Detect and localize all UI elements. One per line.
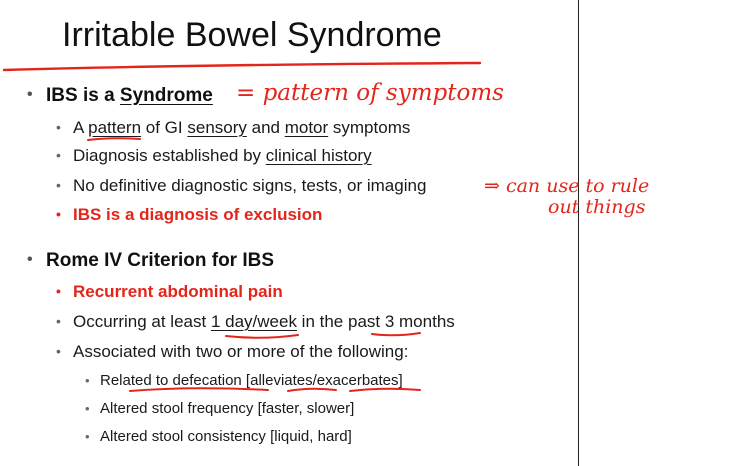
- bullet-text: Related to defecation [alleviates/exacerbates]: [100, 372, 403, 389]
- underlined-1-day-week: 1 day/week: [210, 312, 297, 331]
- slide-title: Irritable Bowel Syndrome: [62, 16, 442, 54]
- bullet-text: No definitive diagnostic signs, tests, or imaging: [73, 176, 427, 195]
- bullet-occurring: [56, 312, 455, 332]
- bullet-pattern: [56, 118, 411, 138]
- text-part: symptoms: [328, 118, 411, 137]
- imaging-note-line2: out things: [548, 196, 646, 218]
- bullet-text: Altered stool consistency [liquid, hard]: [100, 428, 352, 445]
- underlined-sensory: sensory: [187, 118, 247, 137]
- bullet-ibs-syndrome: [27, 85, 213, 107]
- underlined-clinical-history: clinical history: [265, 146, 372, 165]
- bullet-diagnosis-exclusion: [56, 205, 323, 225]
- bullet-dot: •: [56, 343, 61, 359]
- underlined-motor: motor: [284, 118, 329, 137]
- bullet-rome-iv: [27, 250, 275, 272]
- bullet-text-prefix: IBS is a: [46, 85, 120, 106]
- imaging-note-line1: ⇒ can use to rule: [484, 175, 650, 197]
- syndrome-note: = pattern of symptoms: [236, 80, 504, 106]
- bullet-dot: •: [56, 313, 61, 329]
- bullet-dot: •: [56, 206, 61, 222]
- bullet-dot: •: [27, 251, 33, 268]
- bullet-no-definitive: [56, 176, 427, 196]
- text-part: Diagnosis established by: [73, 146, 266, 165]
- text-part: A: [73, 118, 89, 137]
- bullet-dot: •: [85, 373, 90, 388]
- subbullet-frequency: [85, 400, 355, 417]
- bullet-text: Recurrent abdominal pain: [73, 282, 283, 301]
- bullet-dot: •: [85, 429, 90, 444]
- bullet-recurrent-pain: [56, 282, 283, 302]
- bullet-dot: •: [27, 86, 33, 103]
- bullet-text: Altered stool frequency [faster, slower]: [100, 400, 355, 417]
- bullet-text: IBS is a diagnosis of exclusion: [73, 205, 323, 224]
- subbullet-defecation: [85, 372, 403, 389]
- text-part: Occurring at least: [73, 312, 211, 331]
- bullet-dot: •: [56, 119, 61, 135]
- bullet-dot: •: [85, 401, 90, 416]
- bullet-dot: •: [56, 177, 61, 193]
- underlined-pattern: pattern: [88, 118, 142, 137]
- bullet-text: Rome IV Criterion for IBS: [46, 250, 275, 271]
- bullet-dot: •: [56, 147, 61, 163]
- syndrome-term: Syndrome: [119, 85, 213, 106]
- text-part: in the past 3 months: [296, 312, 455, 331]
- bullet-text: Associated with two or more of the following:: [73, 342, 409, 361]
- subbullet-consistency: [85, 428, 352, 445]
- bullet-dot: •: [56, 283, 61, 299]
- bullet-associated: [56, 342, 409, 362]
- text-part: and: [246, 118, 285, 137]
- text-part: of GI: [141, 118, 188, 137]
- bullet-diagnosis-history: [56, 146, 372, 166]
